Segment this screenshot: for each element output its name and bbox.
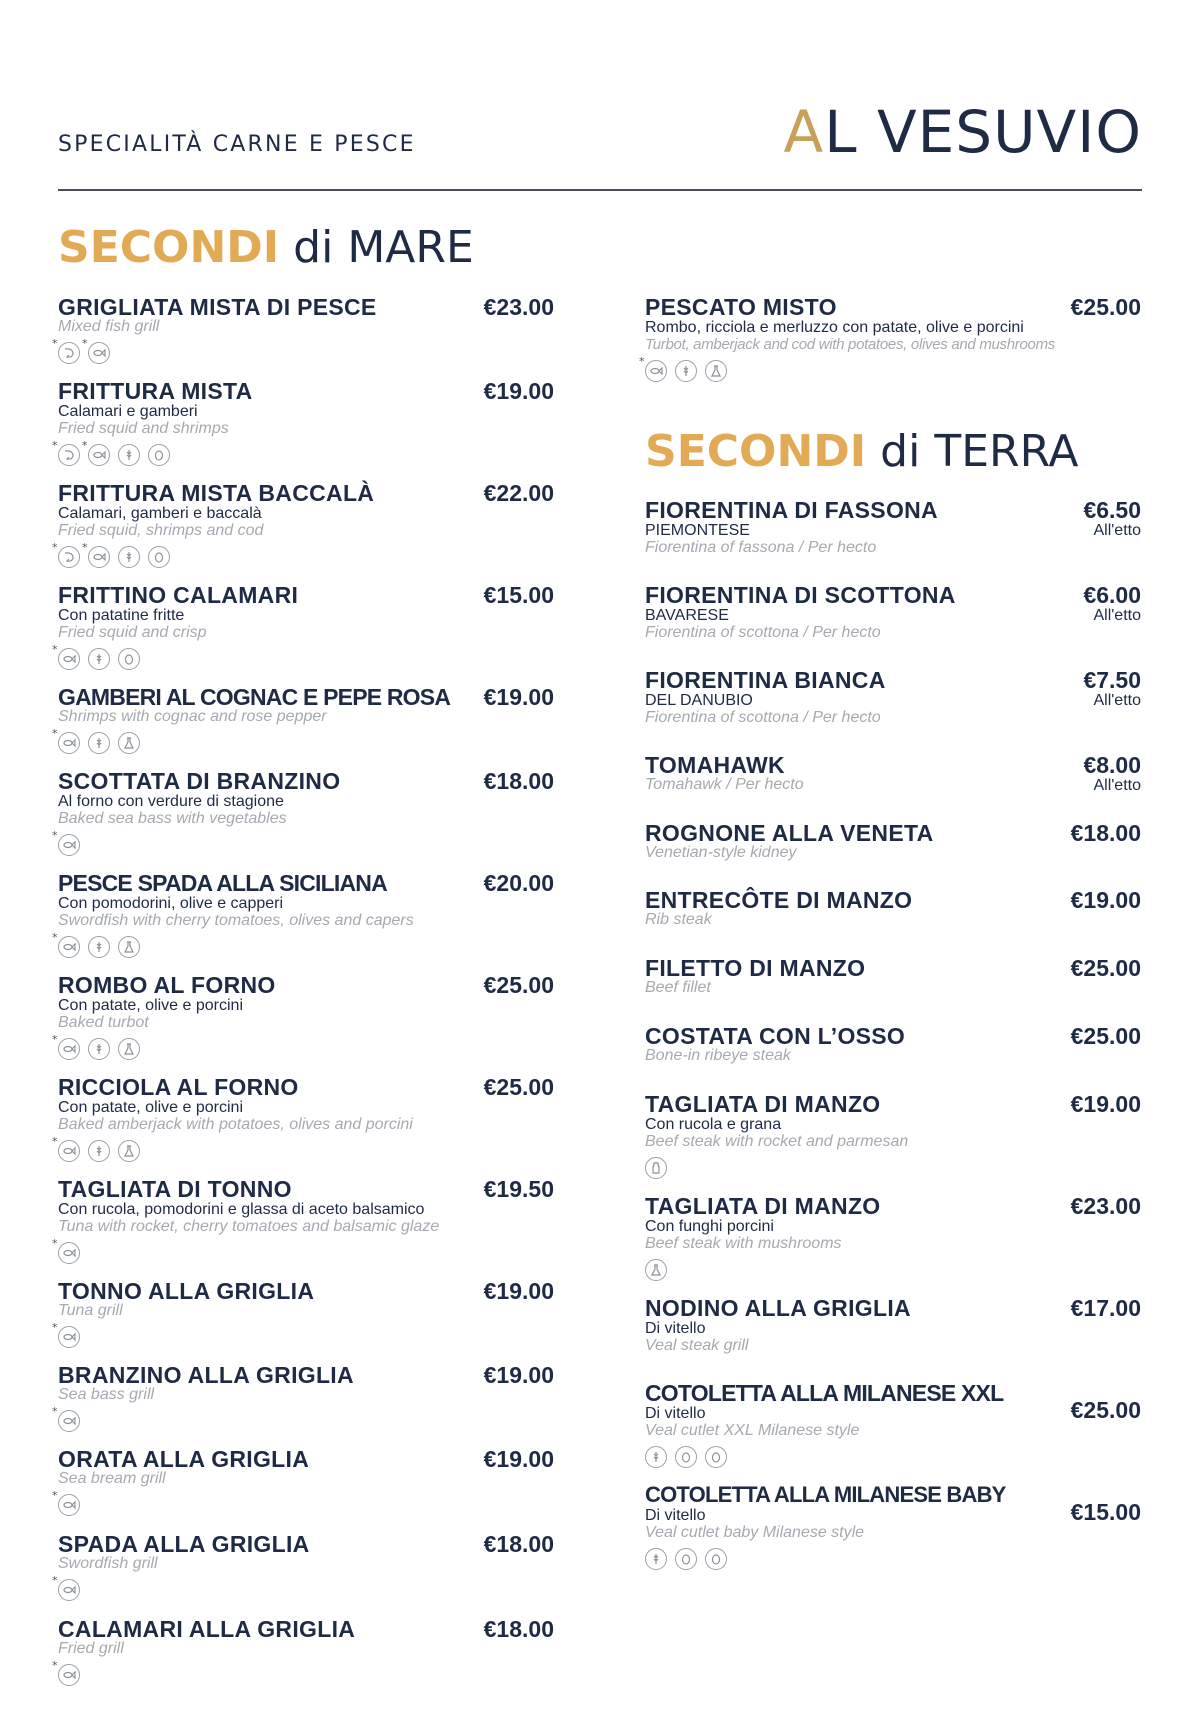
gluten-allergen-icon xyxy=(645,1446,667,1468)
item-price: €19.00 xyxy=(483,1278,554,1304)
item-unit: All'etto xyxy=(1093,777,1141,794)
menu-item xyxy=(58,1278,554,1348)
fish-allergen-icon xyxy=(58,732,80,754)
item-name: SPADA ALLA GRIGLIA xyxy=(58,1531,310,1557)
item-unit: All'etto xyxy=(1093,607,1141,624)
item-translation: Mixed fish grill xyxy=(58,318,160,335)
item-translation: Turbot, amberjack and cod with potatoes, olives and mushrooms xyxy=(645,336,1055,353)
item-price: €19.00 xyxy=(1070,887,1141,913)
item-translation: Fiorentina of scottona / Per hecto xyxy=(645,624,881,641)
allergen-icons xyxy=(645,1446,727,1468)
item-price: €19.00 xyxy=(483,1446,554,1472)
item-translation: Fried squid and crisp xyxy=(58,624,207,641)
menu-item xyxy=(645,1380,1141,1470)
item-unit: All'etto xyxy=(1093,692,1141,709)
item-price: €25.00 xyxy=(1070,1397,1141,1423)
item-description: Con patatine fritte xyxy=(58,607,185,624)
item-price: €23.00 xyxy=(483,294,554,320)
egg-allergen-icon xyxy=(148,546,170,568)
item-name: TAGLIATA DI TONNO xyxy=(58,1176,292,1202)
item-name: COSTATA CON L’OSSO xyxy=(645,1023,906,1049)
item-translation: Tomahawk / Per hecto xyxy=(645,776,804,793)
menu-item xyxy=(645,820,1141,868)
item-description: Con patate, olive e porcini xyxy=(58,1099,243,1116)
item-description: Calamari e gamberi xyxy=(58,403,198,420)
item-translation: Rib steak xyxy=(645,911,712,928)
item-price: €23.00 xyxy=(1070,1193,1141,1219)
item-name: FRITTINO CALAMARI xyxy=(58,582,299,608)
sulphite-allergen-icon xyxy=(118,1140,140,1162)
item-name: TOMAHAWK xyxy=(645,752,785,778)
fish-allergen-icon xyxy=(58,648,80,670)
fish-allergen-icon xyxy=(88,444,110,466)
item-translation: Veal cutlet XXL Milanese style xyxy=(645,1422,860,1439)
item-name: COTOLETTA ALLA MILANESE XXL xyxy=(645,1380,1004,1406)
item-name: ORATA ALLA GRIGLIA xyxy=(58,1446,310,1472)
restaurant-logo xyxy=(784,98,1142,166)
item-description: Rombo, ricciola e merluzzo con patate, olive e porcini xyxy=(645,319,1024,336)
allergen-icons xyxy=(58,1326,80,1348)
egg-allergen-icon xyxy=(148,444,170,466)
item-name: TAGLIATA DI MANZO xyxy=(645,1091,881,1117)
egg-allergen-icon xyxy=(675,1446,697,1468)
item-price: €25.00 xyxy=(1070,294,1141,320)
fish-allergen-icon xyxy=(58,1494,80,1516)
menu-item xyxy=(58,1362,554,1432)
item-price: €25.00 xyxy=(483,972,554,998)
fish-allergen-icon xyxy=(58,936,80,958)
item-translation: Beef fillet xyxy=(645,979,711,996)
item-price: €18.00 xyxy=(1070,820,1141,846)
item-price: €25.00 xyxy=(1070,1023,1141,1049)
allergen-icons xyxy=(58,936,140,958)
item-price: €25.00 xyxy=(1070,955,1141,981)
milk-allergen-icon xyxy=(645,1157,667,1179)
item-price: €18.00 xyxy=(483,1531,554,1557)
item-translation: Fried squid and shrimps xyxy=(58,420,229,437)
item-price: €25.00 xyxy=(483,1074,554,1100)
menu-item xyxy=(58,1616,554,1686)
item-name: FRITTURA MISTA xyxy=(58,378,253,404)
item-translation: Baked amberjack with potatoes, olives and porcini xyxy=(58,1116,413,1133)
item-translation: Swordfish grill xyxy=(58,1555,158,1572)
item-description: Con funghi porcini xyxy=(645,1218,774,1235)
menu-item xyxy=(58,582,554,672)
item-price: €22.00 xyxy=(483,480,554,506)
menu-item xyxy=(58,1074,554,1164)
item-translation: Sea bass grill xyxy=(58,1386,155,1403)
item-description: Di vitello xyxy=(645,1320,706,1337)
item-description: PIEMONTESE xyxy=(645,522,750,539)
section-title-rest: di MARE xyxy=(293,222,474,273)
item-translation: Beef steak with rocket and parmesan xyxy=(645,1133,909,1150)
menu-item xyxy=(645,497,1141,559)
menu-item xyxy=(645,667,1141,729)
item-name: RICCIOLA AL FORNO xyxy=(58,1074,299,1100)
menu-item xyxy=(645,1023,1141,1071)
sulphite-allergen-icon xyxy=(705,360,727,382)
menu-item xyxy=(645,1482,1141,1572)
fish-allergen-icon xyxy=(58,834,80,856)
item-translation: Veal cutlet baby Milanese style xyxy=(645,1524,865,1541)
allergen-icons xyxy=(58,444,170,466)
allergen-icons xyxy=(645,1157,667,1179)
item-translation: Fiorentina of fassona / Per hecto xyxy=(645,539,877,556)
item-translation: Bone-in ribeye steak xyxy=(645,1047,791,1064)
item-price: €19.00 xyxy=(1070,1091,1141,1117)
item-name: GRIGLIATA MISTA DI PESCE xyxy=(58,294,377,320)
item-description: Con rucola e grana xyxy=(645,1116,782,1133)
allergen-icons xyxy=(645,1548,727,1570)
item-name: BRANZINO ALLA GRIGLIA xyxy=(58,1362,354,1388)
item-name: PESCATO MISTO xyxy=(645,294,837,320)
item-description: DEL DANUBIO xyxy=(645,692,753,709)
item-description: Al forno con verdure di stagione xyxy=(58,793,284,810)
shrimp-allergen-icon xyxy=(58,444,80,466)
egg-allergen-icon xyxy=(705,1548,727,1570)
item-unit: All'etto xyxy=(1093,522,1141,539)
allergen-icons xyxy=(58,1579,80,1601)
logo-accent-letter: A xyxy=(783,98,825,166)
menu-item xyxy=(58,294,554,364)
item-name: FRITTURA MISTA BACCALÀ xyxy=(58,480,375,506)
menu-item xyxy=(645,1193,1141,1283)
allergen-icons xyxy=(645,1259,667,1281)
egg-allergen-icon xyxy=(118,648,140,670)
item-name: SCOTTATA DI BRANZINO xyxy=(58,768,341,794)
menu-item xyxy=(645,752,1141,800)
allergen-icons xyxy=(58,648,140,670)
gluten-allergen-icon xyxy=(88,1140,110,1162)
allergen-icons xyxy=(58,546,170,568)
item-translation: Veal steak grill xyxy=(645,1337,749,1354)
allergen-icons xyxy=(58,1038,140,1060)
allergen-icons xyxy=(58,1410,80,1432)
item-price: €15.00 xyxy=(1070,1499,1141,1525)
gluten-allergen-icon xyxy=(118,546,140,568)
item-price: €6.50 xyxy=(1083,497,1141,523)
menu-item xyxy=(58,378,554,468)
item-name: TONNO ALLA GRIGLIA xyxy=(58,1278,315,1304)
menu-item xyxy=(58,684,554,754)
fish-allergen-icon xyxy=(58,1664,80,1686)
item-name: FIORENTINA DI FASSONA xyxy=(645,497,938,523)
item-name: PESCE SPADA ALLA SICILIANA xyxy=(58,870,387,896)
allergen-icons xyxy=(645,360,727,382)
fish-allergen-icon xyxy=(58,1410,80,1432)
item-translation: Baked sea bass with vegetables xyxy=(58,810,287,827)
menu-item xyxy=(645,1295,1141,1357)
allergen-icons xyxy=(58,732,140,754)
item-description: Calamari, gamberi e baccalà xyxy=(58,505,262,522)
gluten-allergen-icon xyxy=(88,648,110,670)
item-description: BAVARESE xyxy=(645,607,729,624)
item-translation: Fried grill xyxy=(58,1640,124,1657)
menu-item xyxy=(58,768,554,858)
item-translation: Venetian-style kidney xyxy=(645,844,797,861)
item-name: GAMBERI AL COGNAC E PEPE ROSA xyxy=(58,684,451,710)
item-price: €8.00 xyxy=(1083,752,1141,778)
allergen-icons xyxy=(58,834,80,856)
item-price: €19.00 xyxy=(483,378,554,404)
item-name: COTOLETTA ALLA MILANESE BABY xyxy=(645,1482,1006,1507)
item-translation: Fried squid, shrimps and cod xyxy=(58,522,264,539)
item-translation: Shrimps with cognac and rose pepper xyxy=(58,708,327,725)
fish-allergen-icon xyxy=(58,1140,80,1162)
item-name: FIORENTINA BIANCA xyxy=(645,667,886,693)
allergen-icons xyxy=(58,1664,80,1686)
shrimp-allergen-icon xyxy=(58,546,80,568)
section-title-em: SECONDI xyxy=(58,222,280,273)
item-price: €19.00 xyxy=(483,1362,554,1388)
item-name: ROMBO AL FORNO xyxy=(58,972,276,998)
menu-header xyxy=(58,96,1142,191)
item-name: TAGLIATA DI MANZO xyxy=(645,1193,881,1219)
gluten-allergen-icon xyxy=(88,936,110,958)
item-name: ROGNONE ALLA VENETA xyxy=(645,820,934,846)
allergen-icons xyxy=(58,1242,80,1264)
item-description: Di vitello xyxy=(645,1507,706,1524)
item-price: €18.00 xyxy=(483,1616,554,1642)
allergen-icons xyxy=(58,342,110,364)
sulphite-allergen-icon xyxy=(118,1038,140,1060)
gluten-allergen-icon xyxy=(88,1038,110,1060)
item-description: Di vitello xyxy=(645,1405,706,1422)
fish-allergen-icon xyxy=(88,342,110,364)
sulphite-allergen-icon xyxy=(645,1259,667,1281)
gluten-allergen-icon xyxy=(88,732,110,754)
item-translation: Swordfish with cherry tomatoes, olives and capers xyxy=(58,912,414,929)
item-price: €19.00 xyxy=(483,684,554,710)
item-price: €18.00 xyxy=(483,768,554,794)
menu-item xyxy=(58,972,554,1062)
menu-item xyxy=(58,1176,554,1266)
item-name: CALAMARI ALLA GRIGLIA xyxy=(58,1616,356,1642)
fish-allergen-icon xyxy=(58,1038,80,1060)
gluten-allergen-icon xyxy=(675,360,697,382)
item-name: ENTRECÔTE DI MANZO xyxy=(645,887,913,913)
section-title-terra xyxy=(645,426,1078,477)
item-translation: Sea bream grill xyxy=(58,1470,166,1487)
item-price: €20.00 xyxy=(483,870,554,896)
fish-allergen-icon xyxy=(645,360,667,382)
item-description: Con pomodorini, olive e capperi xyxy=(58,895,284,912)
menu-subtitle: SPECIALITÀ CARNE E PESCE xyxy=(58,132,416,157)
allergen-icons xyxy=(58,1140,140,1162)
section-title-rest: di TERRA xyxy=(880,426,1079,477)
item-translation: Beef steak with mushrooms xyxy=(645,1235,842,1252)
item-description: Con patate, olive e porcini xyxy=(58,997,243,1014)
item-price: €6.00 xyxy=(1083,582,1141,608)
logo-text: L VESUVIO xyxy=(824,98,1142,166)
gluten-allergen-icon xyxy=(645,1548,667,1570)
sulphite-allergen-icon xyxy=(118,732,140,754)
menu-item xyxy=(58,480,554,570)
menu-item xyxy=(58,1531,554,1601)
item-price: €7.50 xyxy=(1083,667,1141,693)
egg-allergen-icon xyxy=(705,1446,727,1468)
menu-item xyxy=(58,870,554,960)
menu-item xyxy=(645,955,1141,1003)
item-translation: Tuna with rocket, cherry tomatoes and balsamic glaze xyxy=(58,1218,440,1235)
item-price: €19.50 xyxy=(483,1176,554,1202)
egg-allergen-icon xyxy=(675,1548,697,1570)
item-translation: Baked turbot xyxy=(58,1014,149,1031)
item-name: NODINO ALLA GRIGLIA xyxy=(645,1295,911,1321)
sulphite-allergen-icon xyxy=(118,936,140,958)
item-description: Con rucola, pomodorini e glassa di aceto balsamico xyxy=(58,1201,425,1218)
menu-item xyxy=(645,887,1141,935)
shrimp-allergen-icon xyxy=(58,342,80,364)
menu-item xyxy=(58,1446,554,1516)
fish-allergen-icon xyxy=(58,1326,80,1348)
item-translation: Fiorentina of scottona / Per hecto xyxy=(645,709,881,726)
allergen-icons xyxy=(58,1494,80,1516)
item-translation: Tuna grill xyxy=(58,1302,123,1319)
fish-allergen-icon xyxy=(58,1242,80,1264)
menu-item xyxy=(645,1091,1141,1181)
fish-allergen-icon xyxy=(88,546,110,568)
item-name: FILETTO DI MANZO xyxy=(645,955,866,981)
menu-item xyxy=(645,582,1141,644)
section-title-mare xyxy=(58,222,474,273)
section-title-em: SECONDI xyxy=(645,426,867,477)
item-price: €15.00 xyxy=(483,582,554,608)
item-price: €17.00 xyxy=(1070,1295,1141,1321)
gluten-allergen-icon xyxy=(118,444,140,466)
fish-allergen-icon xyxy=(58,1579,80,1601)
menu-item xyxy=(645,294,1141,384)
item-name: FIORENTINA DI SCOTTONA xyxy=(645,582,956,608)
